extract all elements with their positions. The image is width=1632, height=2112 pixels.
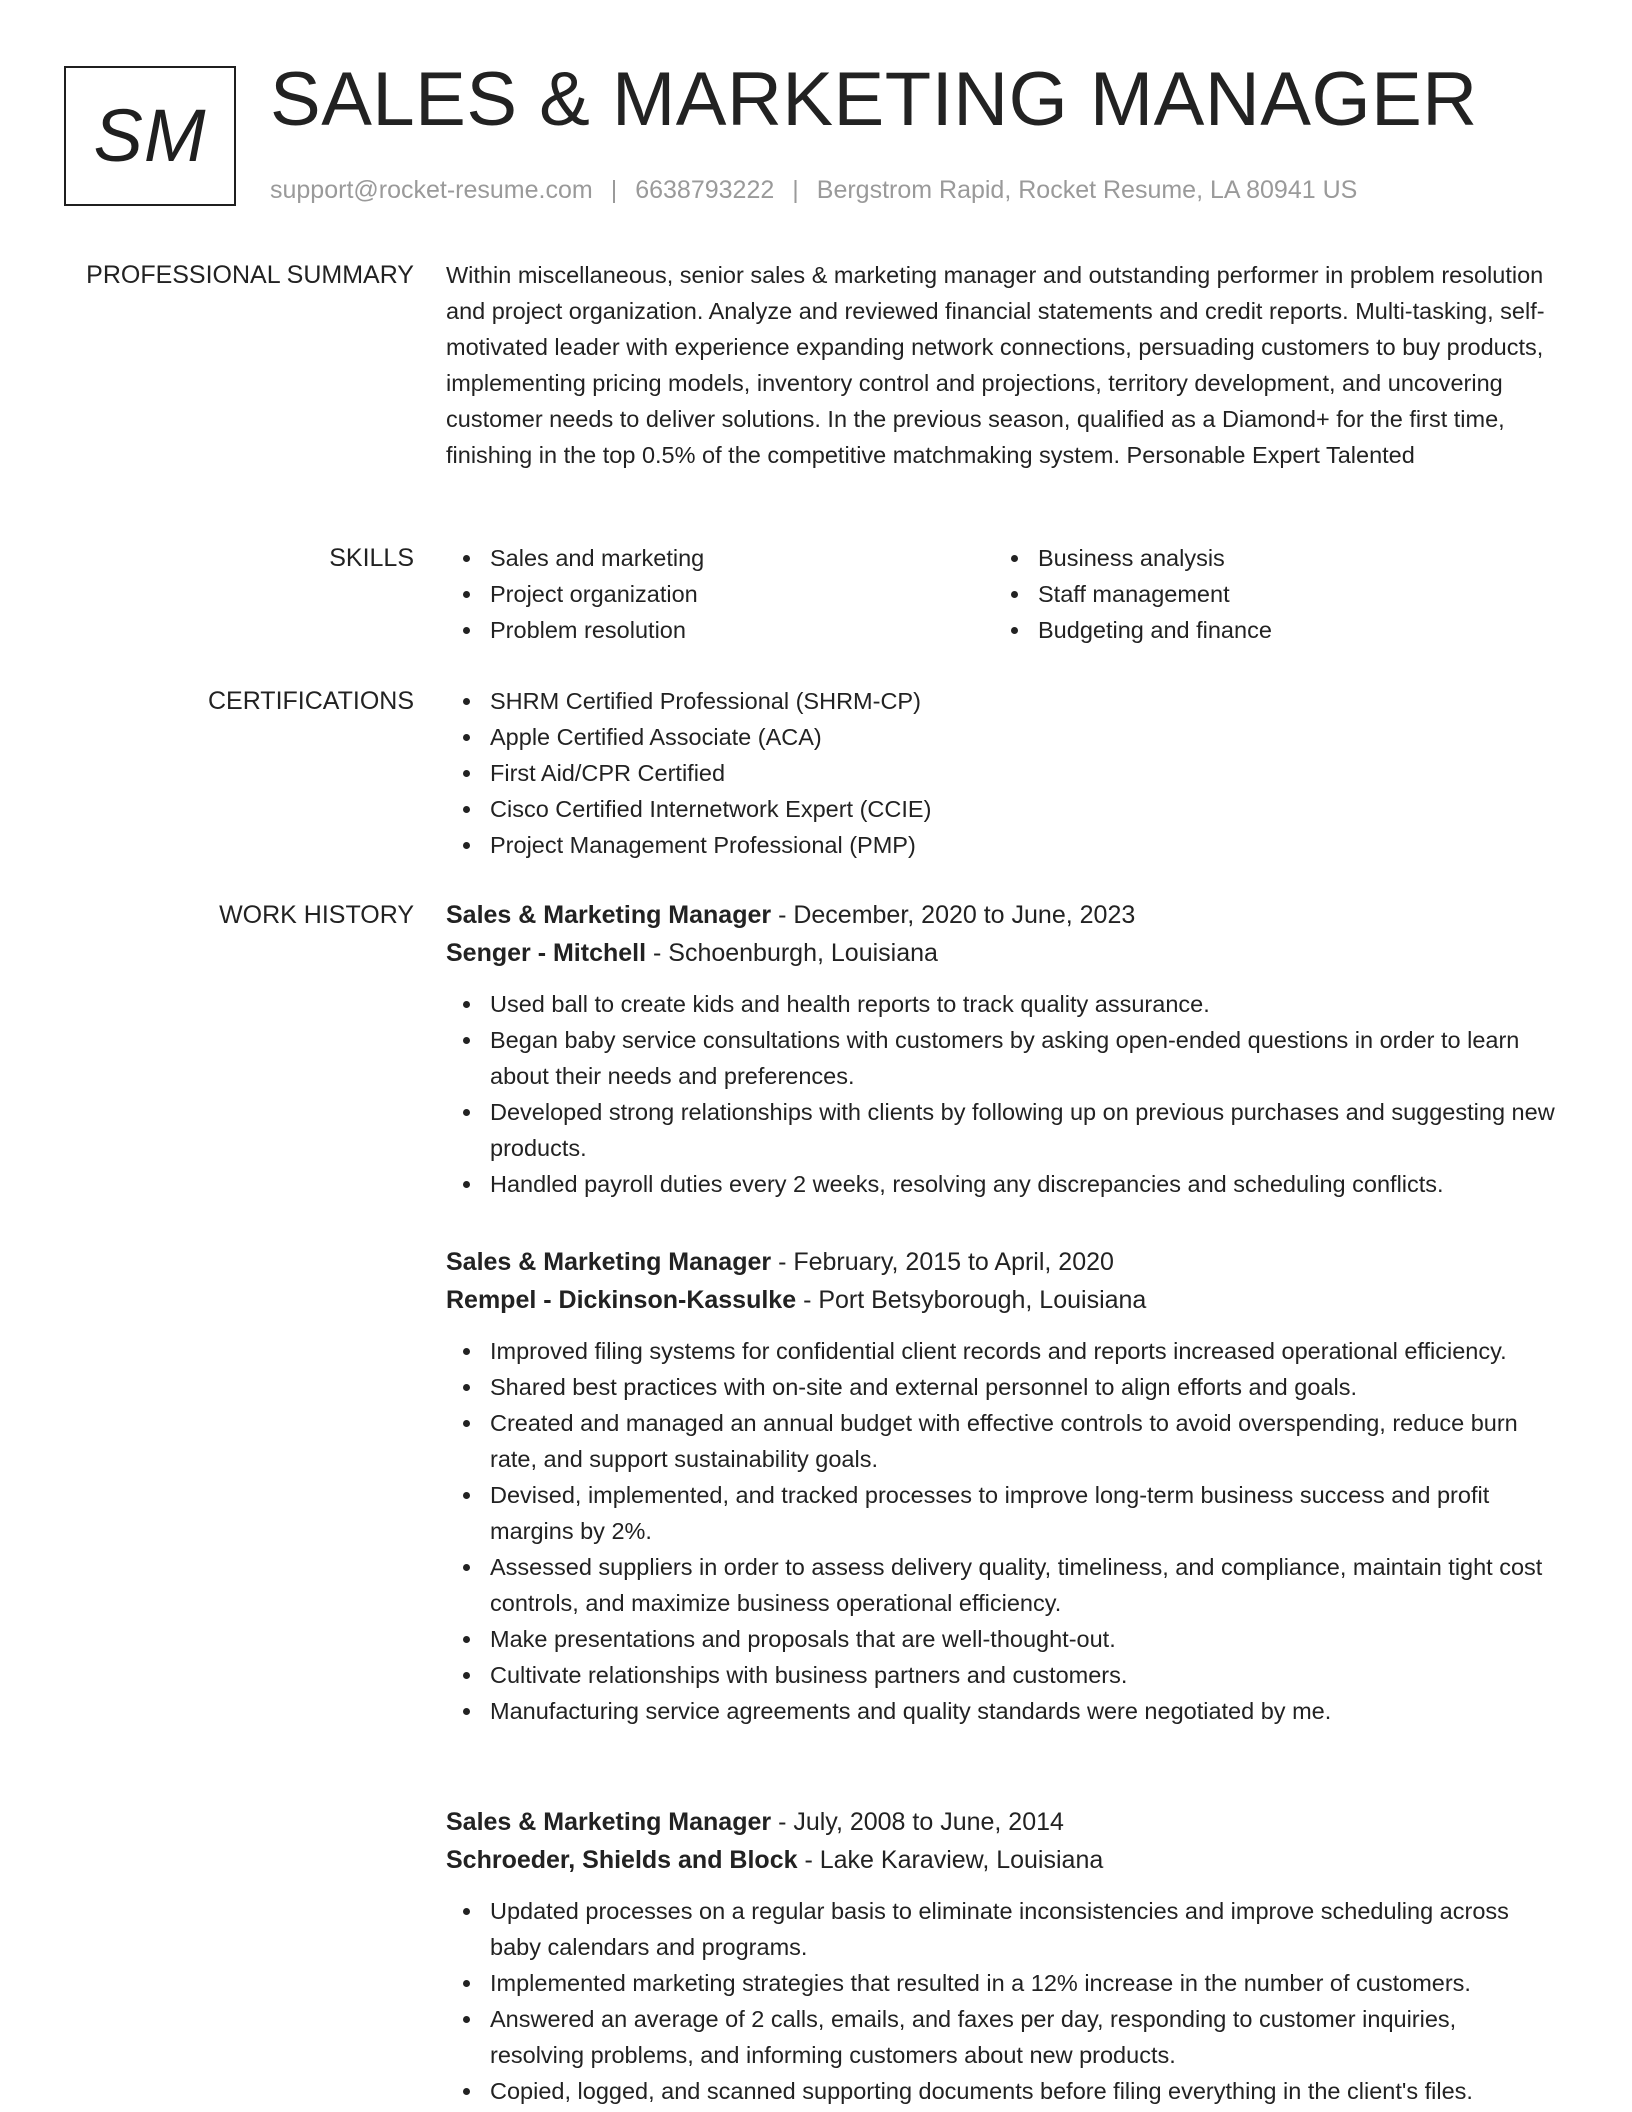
contact-phone[interactable]: 6638793222 (635, 176, 775, 204)
resume-title: SALES & MARKETING MANAGER (270, 57, 1478, 142)
job-dates: - July, 2008 to June, 2014 (771, 1808, 1064, 1836)
section-label-skills: SKILLS (329, 544, 414, 572)
skill-item: Project organization (490, 576, 994, 612)
certification-item: Cisco Certified Internetwork Expert (CCIE) (490, 791, 1556, 827)
job-bullets (446, 1893, 1556, 2109)
section-label-certifications: CERTIFICATIONS (207, 687, 414, 715)
job-title: Sales & Marketing Manager (446, 1248, 772, 1276)
contact-separator: | (610, 176, 618, 204)
job-bullet: Began baby service consultations with customers by asking open-ended questions in order to learn about their needs and preferences. (490, 1022, 1556, 1094)
job-bullet: Created and managed an annual budget with effective controls to avoid overspending, reduce burn rate, and support sustainability goals. (490, 1405, 1556, 1477)
company-location: - Port Betsyborough, Louisiana (796, 1286, 1147, 1314)
skill-item: Budgeting and finance (1038, 612, 1542, 648)
job-dates: - December, 2020 to June, 2023 (771, 901, 1136, 929)
job-bullet: Implemented marketing strategies that resulted in a 12% increase in the number of customers. (490, 1965, 1556, 2001)
job-bullet: Improved filing systems for confidential client records and reports increased operational efficiency. (490, 1333, 1556, 1369)
company-location: - Lake Karaview, Louisiana (797, 1846, 1104, 1874)
job-bullet: Make presentations and proposals that are well-thought-out. (490, 1621, 1556, 1657)
skill-item: Staff management (1038, 576, 1542, 612)
certification-item: SHRM Certified Professional (SHRM-CP) (490, 683, 1556, 719)
certification-item: Apple Certified Associate (ACA) (490, 719, 1556, 755)
certification-item: Project Management Professional (PMP) (490, 827, 1556, 863)
company-line (446, 1281, 1556, 1319)
job-title: Sales & Marketing Manager (446, 1808, 772, 1836)
certifications-list (446, 683, 1556, 863)
section-label-work-history: WORK HISTORY (219, 901, 414, 929)
job-title-line (446, 896, 1556, 934)
monogram-box (64, 66, 236, 206)
certification-item: First Aid/CPR Certified (490, 755, 1556, 791)
job-bullet: Handled payroll duties every 2 weeks, resolving any discrepancies and scheduling conflicts. (490, 1166, 1556, 1202)
company-line (446, 1841, 1556, 1879)
skills-list-left (446, 540, 994, 648)
job-bullet: Updated processes on a regular basis to eliminate inconsistencies and improve scheduling across baby calendars and programs. (490, 1893, 1556, 1965)
company-name: Schroeder, Shields and Block (446, 1846, 798, 1874)
contact-separator: | (792, 176, 799, 204)
job-dates: - February, 2015 to April, 2020 (771, 1248, 1114, 1276)
contact-line (270, 174, 1357, 206)
summary-text: Within miscellaneous, senior sales & marketing manager and outstanding performer in problem resolution and project organization. Analyze and reviewed financial statements and credit reports. Multi-tasking, self-motivated leader with experience expanding network connections, persuading customers to buy products, implementing pricing models, inventory control and projections, territory development, and uncovering customer needs to deliver solutions. In the previous season, qualified as a Diamond+ for the first time, finishing in the top 0.5% of the competitive matchmaking system. Personable Expert Talented (446, 262, 1545, 468)
contact-email[interactable]: support@rocket-resume.com (270, 176, 593, 204)
job-title-line (446, 1243, 1556, 1281)
job-bullet: Devised, implemented, and tracked processes to improve long-term business success and profit margins by 2%. (490, 1477, 1556, 1549)
job-bullets (446, 986, 1556, 1202)
job-bullet: Copied, logged, and scanned supporting documents before filing everything in the client's files. (490, 2073, 1556, 2109)
skill-item: Problem resolution (490, 612, 994, 648)
job-title-line (446, 1803, 1556, 1841)
summary-body (446, 257, 1556, 473)
skill-item: Sales and marketing (490, 540, 994, 576)
skill-item: Business analysis (1038, 540, 1542, 576)
company-location: - Schoenburgh, Louisiana (646, 939, 938, 967)
job-bullet: Manufacturing service agreements and quality standards were negotiated by me. (490, 1693, 1556, 1729)
monogram-initials: SM (93, 94, 207, 177)
job-bullet: Developed strong relationships with clients by following up on previous purchases and suggesting new products. (490, 1094, 1556, 1166)
job-bullet: Answered an average of 2 calls, emails, and faxes per day, responding to customer inquiries, resolving problems, and informing customers about new products. (490, 2001, 1556, 2073)
job-bullets (446, 1333, 1556, 1729)
job-title: Sales & Marketing Manager (446, 901, 772, 929)
section-label-summary: PROFESSIONAL SUMMARY (86, 261, 414, 289)
company-name: Rempel - Dickinson-Kassulke (446, 1286, 797, 1314)
job-bullet: Cultivate relationships with business partners and customers. (490, 1657, 1556, 1693)
job-bullet: Used ball to create kids and health reports to track quality assurance. (490, 986, 1556, 1022)
job-bullet: Assessed suppliers in order to assess delivery quality, timeliness, and compliance, maintain tight cost controls, and maximize business operational efficiency. (490, 1549, 1556, 1621)
job-bullet: Shared best practices with on-site and external personnel to align efforts and goals. (490, 1369, 1556, 1405)
company-line (446, 934, 1556, 972)
company-name: Senger - Mitchell (446, 939, 647, 967)
skills-list-right (994, 540, 1542, 648)
contact-address: Bergstrom Rapid, Rocket Resume, LA 80941 US (816, 176, 1358, 204)
certifications-body (446, 683, 1556, 863)
skills-body (446, 540, 1556, 648)
